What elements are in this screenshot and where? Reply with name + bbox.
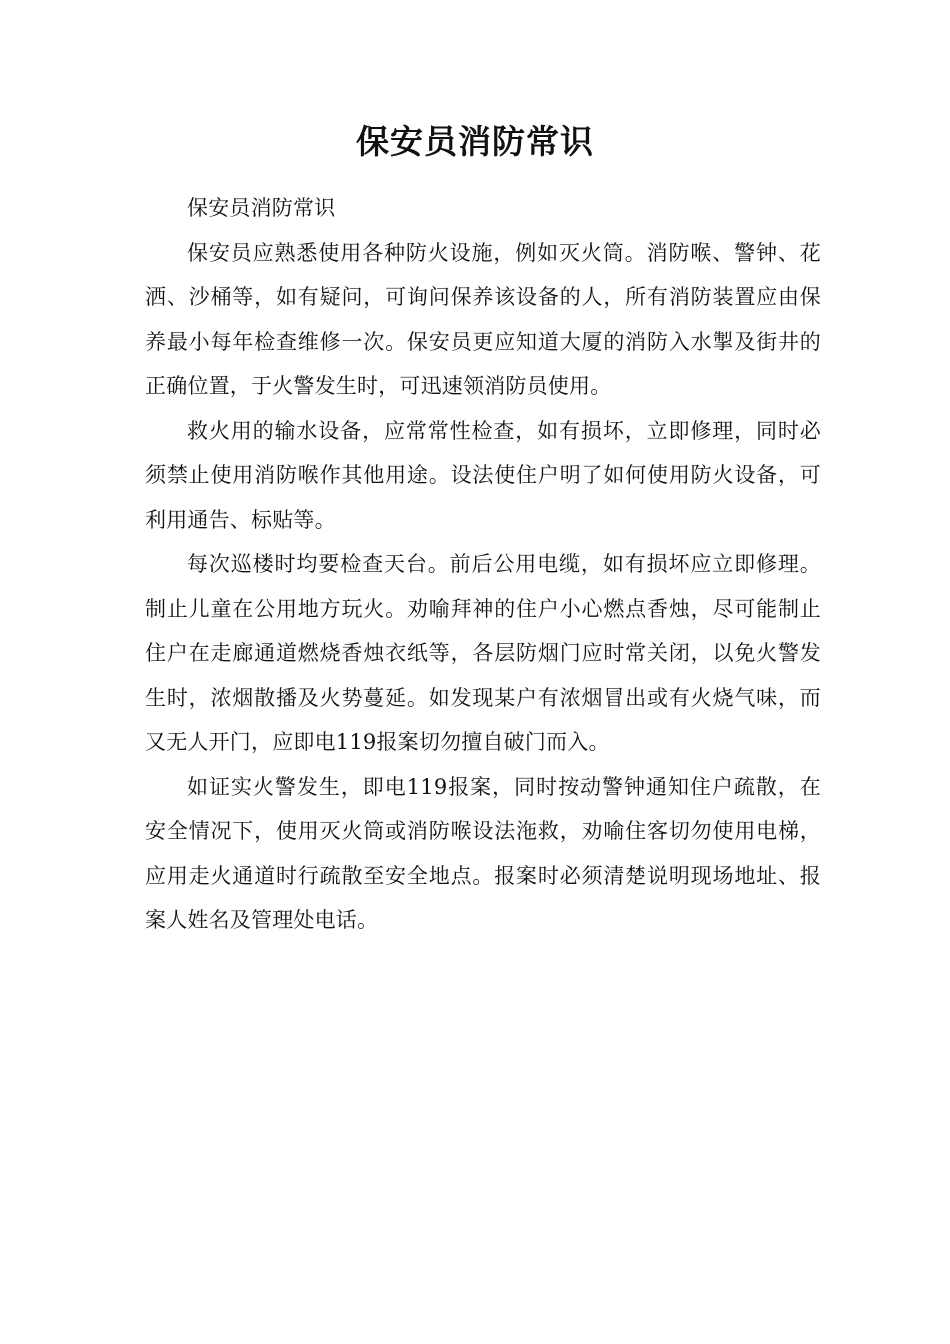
paragraph-water-equipment: 救火用的输水设备，应常常性检查，如有损坏，立即修理，同时必须禁止使用消防喉作其他用途。设法使住户明了如何使用防火设备，可利用通告、标贴等。 [145, 418, 821, 532]
document-title: 保安员消防常识 [356, 122, 594, 161]
document-body [145, 186, 821, 943]
paragraph-fire-equipment: 保安员应熟悉使用各种防火设施，例如灭火筒。消防喉、警钟、花洒、沙桶等，如有疑问，可询问保养该设备的人，所有消防装置应由保养最小每年检查维修一次。保安员更应知道大厦的消防入水掣及街井的正确位置，于火警发生时，可迅速领消防员使用。 [145, 240, 821, 398]
paragraph-fire-response: 如证实火警发生，即电119报案，同时按动警钟通知住户疏散，在安全情况下，使用灭火筒或消防喉设法沲救，劝喻住客切勿使用电梯，应用走火通道时行疏散至安全地点。报案时必须清楚说明现场地址、报案人姓名及管理处电话。 [145, 774, 821, 932]
document-subtitle: 保安员消防常识 [187, 196, 336, 220]
paragraph-patrol-checks: 每次巡楼时均要检查天台。前后公用电缆，如有损坏应立即修理。制止儿童在公用地方玩火。劝喻拜神的住户小心燃点香烛，尽可能制止住户在走廊通道燃烧香烛衣纸等，各层防烟门应时常关闭，以免火警发生时，浓烟散播及火势蔓延。如发现某户有浓烟冒出或有火烧气味，而又无人开门，应即电119报案切勿擅自破门而入。 [145, 552, 821, 754]
